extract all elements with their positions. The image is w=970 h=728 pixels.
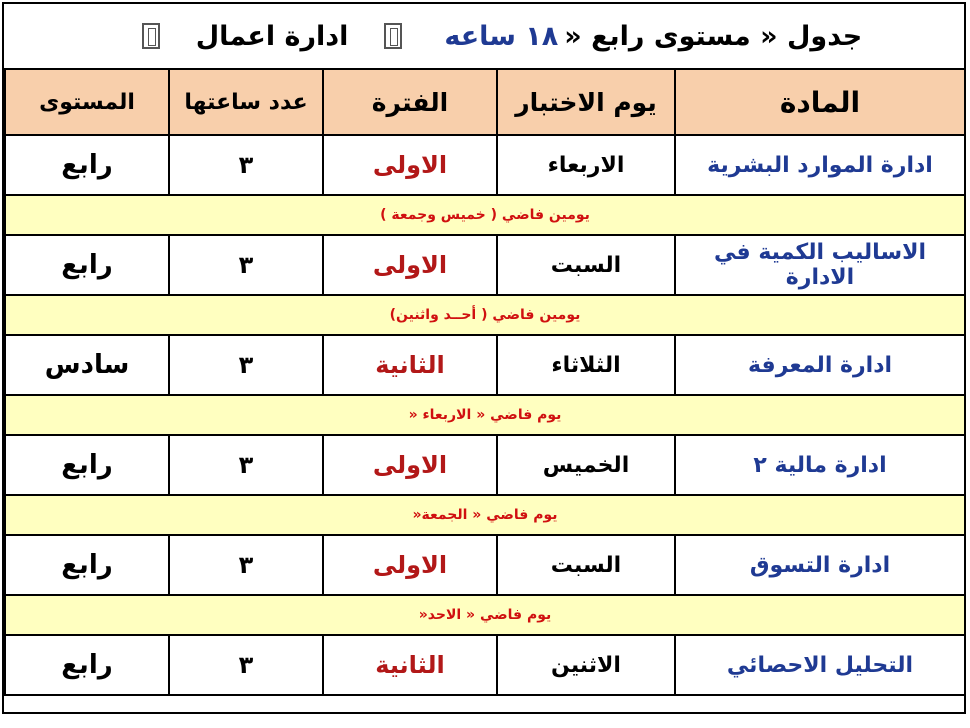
- title-part-major: ادارة اعمال: [195, 20, 349, 52]
- cell-subject: ادارة المعرفة: [675, 335, 965, 395]
- cell-hours: ٣: [169, 635, 323, 695]
- table-row: [5, 535, 965, 595]
- free-days-row: [5, 295, 965, 335]
- cell-period: الاولى: [323, 235, 497, 295]
- table-row: [5, 235, 965, 295]
- exam-schedule-table: [4, 68, 966, 696]
- cell-period: الاولى: [323, 135, 497, 195]
- cell-exam-day: الخميس: [497, 435, 675, 495]
- header-period: الفترة: [323, 69, 497, 135]
- cell-level: رابع: [5, 135, 169, 195]
- cell-subject: ادارة التسوق: [675, 535, 965, 595]
- header-level: المستوى: [5, 69, 169, 135]
- cell-period: الاولى: [323, 535, 497, 595]
- table-row: [5, 435, 965, 495]
- table-row: [5, 335, 965, 395]
- cell-level: رابع: [5, 635, 169, 695]
- cell-subject: ادارة مالية ٢: [675, 435, 965, 495]
- placeholder-box-icon: [142, 23, 160, 49]
- cell-exam-day: السبت: [497, 235, 675, 295]
- cell-hours: ٣: [169, 435, 323, 495]
- cell-subject: الاساليب الكمية في الادارة: [675, 235, 965, 295]
- table-header-row: [5, 69, 965, 135]
- cell-exam-day: الاثنين: [497, 635, 675, 695]
- free-days-note: يومين فاضي ( خميس وجمعة ): [5, 195, 965, 235]
- free-days-note: يوم فاضي « الجمعة«: [5, 495, 965, 535]
- cell-hours: ٣: [169, 535, 323, 595]
- header-subject: المادة: [675, 69, 965, 135]
- free-days-row: [5, 195, 965, 235]
- cell-level: سادس: [5, 335, 169, 395]
- free-days-note: يومين فاضي ( أحــد واثنين): [5, 295, 965, 335]
- placeholder-box-icon: [384, 23, 402, 49]
- free-days-row: [5, 595, 965, 635]
- header-exam-day: يوم الاختبار: [497, 69, 675, 135]
- free-days-row: [5, 495, 965, 535]
- cell-period: الاولى: [323, 435, 497, 495]
- table-row: [5, 635, 965, 695]
- header-hours: عدد ساعتها: [169, 69, 323, 135]
- free-days-row: [5, 395, 965, 435]
- cell-level: رابع: [5, 435, 169, 495]
- cell-exam-day: الاربعاء: [497, 135, 675, 195]
- free-days-note: يوم فاضي « الاربعاء «: [5, 395, 965, 435]
- cell-level: رابع: [5, 535, 169, 595]
- cell-period: الثانية: [323, 635, 497, 695]
- schedule-sheet: [2, 2, 966, 714]
- cell-exam-day: السبت: [497, 535, 675, 595]
- cell-hours: ٣: [169, 135, 323, 195]
- title-part-hours: ١٨ ساعه: [444, 20, 559, 52]
- title-part-schedule-level: جدول « مستوى رابع «: [564, 20, 863, 52]
- cell-period: الثانية: [323, 335, 497, 395]
- page-title: [4, 4, 964, 70]
- cell-hours: ٣: [169, 235, 323, 295]
- cell-hours: ٣: [169, 335, 323, 395]
- cell-level: رابع: [5, 235, 169, 295]
- cell-subject: ادارة الموارد البشرية: [675, 135, 965, 195]
- table-row: [5, 135, 965, 195]
- free-days-note: يوم فاضي « الاحد«: [5, 595, 965, 635]
- cell-subject: التحليل الاحصائي: [675, 635, 965, 695]
- cell-exam-day: الثلاثاء: [497, 335, 675, 395]
